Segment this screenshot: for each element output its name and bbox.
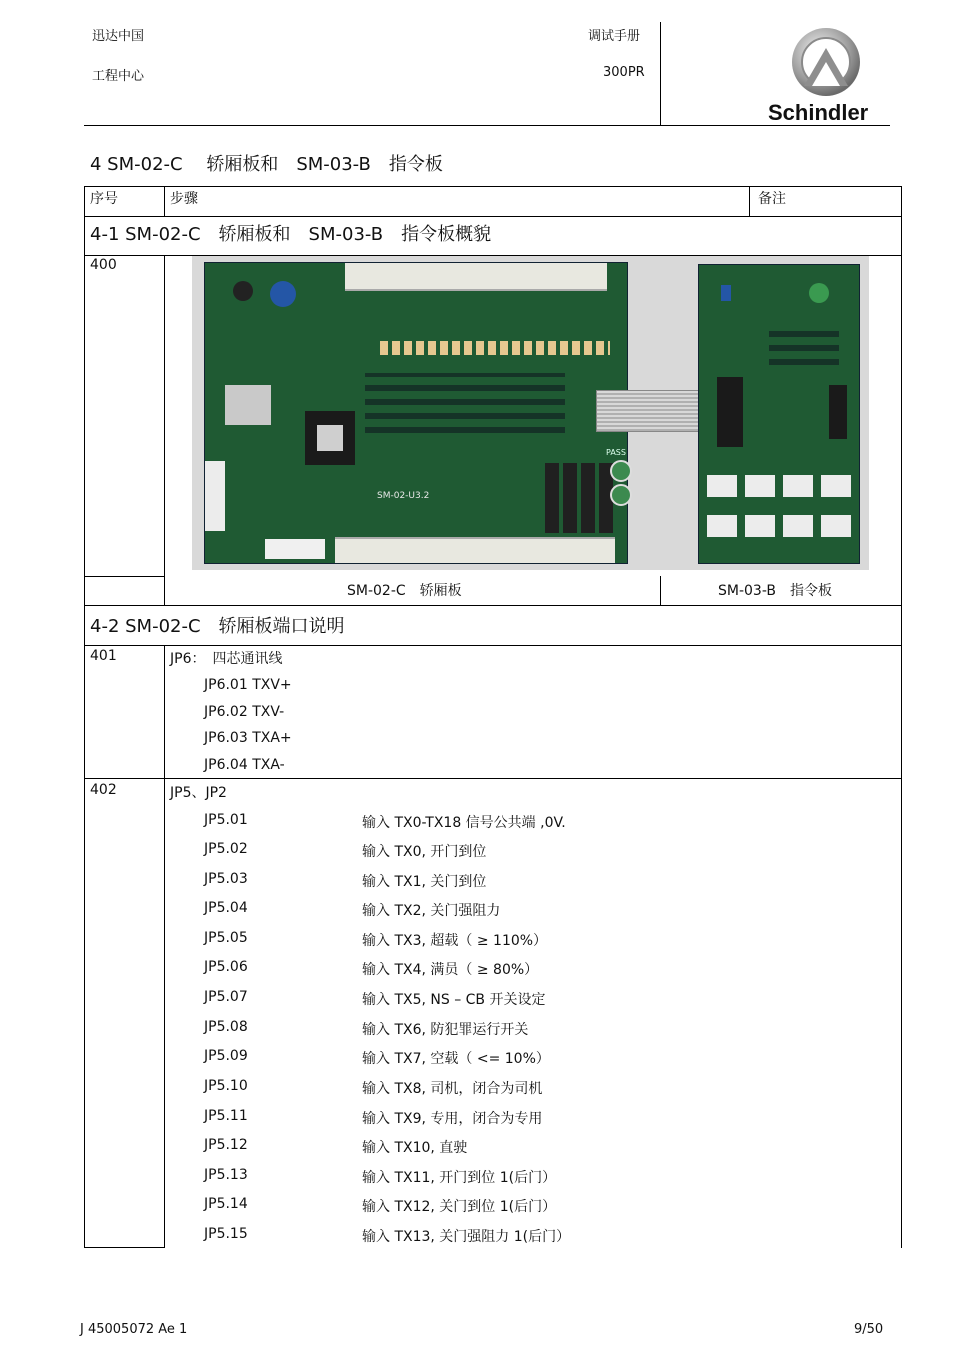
pin-desc: 输入 TX1, 关门到位 xyxy=(362,874,487,890)
pin-label: JP5.07 xyxy=(204,989,248,1005)
board-silkscreen-label: SM-02-U3.2 xyxy=(377,491,430,501)
pin-desc: 输入 TX4, 满员（ ≥ 80%） xyxy=(362,962,539,978)
col-header-note: 备注 xyxy=(758,191,786,207)
footer-doc-id: J 45005072 Ae 1 xyxy=(80,1322,188,1337)
col-header-step: 步骤 xyxy=(170,191,198,207)
pin-label: JP5.08 xyxy=(204,1019,248,1035)
list-item: JP6.04 TXA- xyxy=(204,757,285,773)
row-number-402: 402 xyxy=(90,782,117,798)
header-divider xyxy=(660,22,661,125)
pin-label: JP5.15 xyxy=(204,1226,248,1242)
pin-desc: 输入 TX13, 关门强阻力 1(后门） xyxy=(362,1229,571,1245)
pass-label: PASS xyxy=(606,448,626,457)
caption-sm-02-c: SM-02-C 轿厢板 xyxy=(347,583,462,599)
pin-desc: 输入 TX5, NS – CB 开关设定 xyxy=(362,992,546,1008)
pin-desc: 输入 TX12, 关门到位 1(后门） xyxy=(362,1199,557,1215)
sm-02-c-board xyxy=(204,262,628,564)
jp5-heading: JP5、JP2 xyxy=(170,785,227,801)
pin-label: JP5.10 xyxy=(204,1078,248,1094)
pin-label: JP5.05 xyxy=(204,930,248,946)
pin-label: JP5.14 xyxy=(204,1196,248,1212)
list-item: JP6.02 TXV- xyxy=(204,704,285,720)
pin-label: JP5.02 xyxy=(204,841,248,857)
subsection-title-overview: 4-1 SM-02-C 轿厢板和 SM-03-B 指令板概貌 xyxy=(90,224,492,245)
pin-label: JP5.09 xyxy=(204,1048,248,1064)
pin-desc: 输入 TX0-TX18 信号公共端 ,0V. xyxy=(362,815,566,831)
pin-label: JP5.04 xyxy=(204,900,248,916)
row-number-401: 401 xyxy=(90,648,117,664)
model-name: 300PR xyxy=(603,65,645,80)
board-photo xyxy=(192,256,869,570)
department-name: 工程中心 xyxy=(92,69,145,84)
logo-text: Schindler xyxy=(768,100,869,125)
list-item: JP6.01 TXV+ xyxy=(204,677,292,693)
header-rule xyxy=(84,125,890,126)
pin-label: JP5.03 xyxy=(204,871,248,887)
pin-label: JP5.01 xyxy=(204,812,248,828)
footer-page-number: 9/50 xyxy=(854,1322,884,1337)
pin-label: JP5.12 xyxy=(204,1137,248,1153)
pin-desc: 输入 TX9, 专用，闭合为专用 xyxy=(362,1111,543,1127)
pin-desc: 输入 TX0, 开门到位 xyxy=(362,844,487,860)
pin-label: JP5.06 xyxy=(204,959,248,975)
pin-desc: 输入 TX6, 防犯罪运行开关 xyxy=(362,1022,529,1038)
pin-label: JP5.11 xyxy=(204,1108,248,1124)
sm-03-b-board xyxy=(698,264,860,564)
subsection-title-ports: 4-2 SM-02-C 轿厢板端口说明 xyxy=(90,616,345,637)
company-name: 迅达中国 xyxy=(92,29,145,44)
list-item: JP6.03 TXA+ xyxy=(204,730,292,746)
pin-desc: 输入 TX3, 超载（ ≥ 110%） xyxy=(362,933,548,949)
doc-type: 调试手册 xyxy=(588,29,641,44)
col-header-seq: 序号 xyxy=(90,191,118,207)
caption-sm-03-b: SM-03-B 指令板 xyxy=(718,583,832,599)
pin-desc: 输入 TX2, 关门强阻力 xyxy=(362,903,501,919)
schindler-logo xyxy=(762,26,892,126)
row-number-400: 400 xyxy=(90,257,117,273)
pin-desc: 输入 TX11, 开门到位 1(后门） xyxy=(362,1170,557,1186)
logo-emblem-icon xyxy=(762,26,892,96)
jp6-heading: JP6： 四芯通讯线 xyxy=(170,651,283,667)
section-title: 4 SM-02-C 轿厢板和 SM-03-B 指令板 xyxy=(90,154,443,175)
pin-desc: 输入 TX8, 司机，闭合为司机 xyxy=(362,1081,543,1097)
pin-desc: 输入 TX10, 直驶 xyxy=(362,1140,468,1156)
pin-label: JP5.13 xyxy=(204,1167,248,1183)
pin-desc: 输入 TX7, 空载（ <= 10%） xyxy=(362,1051,550,1067)
